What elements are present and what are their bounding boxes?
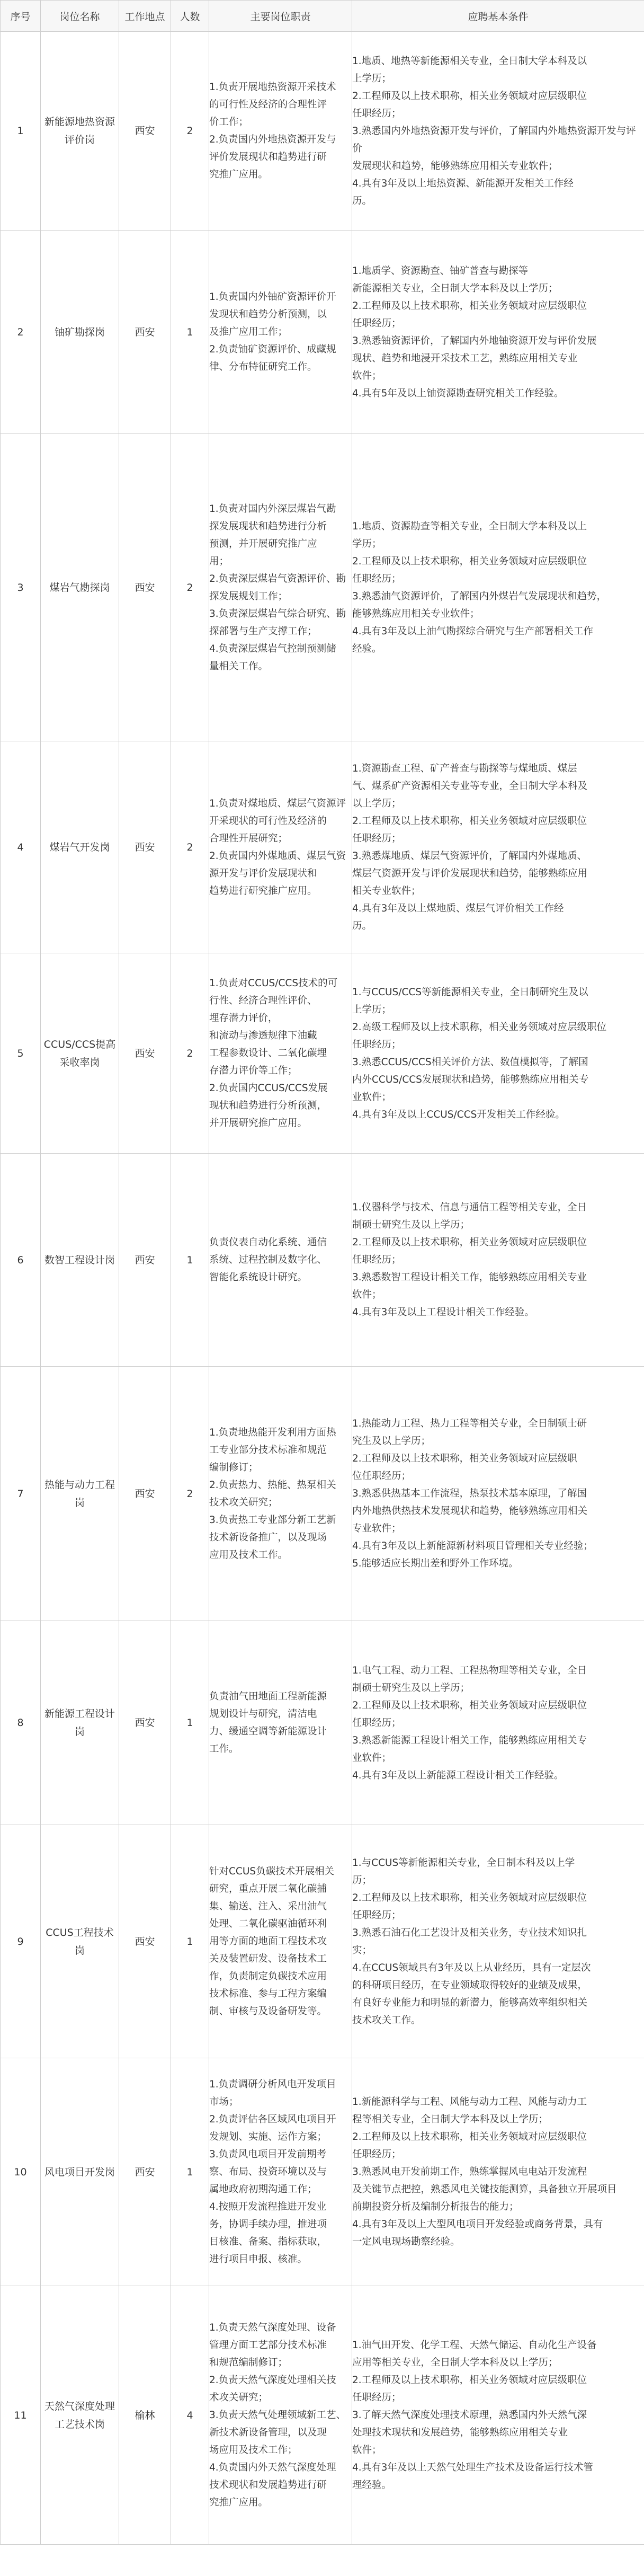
table-row	[1, 1154, 644, 1367]
row-requirements-line: 2.工程师及以上技术职称，相关业务领域对应层级职位	[352, 1892, 587, 1904]
row-requirements-line: 上学历；	[352, 1004, 392, 1015]
row-requirements-line: 发展现状和趋势，能够熟练应用相关专业软件；	[352, 160, 558, 172]
row-requirements-line: 学历；	[352, 538, 382, 550]
row-job-name: 铀矿勘探岗	[41, 231, 119, 434]
row-requirements	[352, 953, 644, 1154]
row-requirements-line: 1.与CCUS/CCS等新能源相关专业，全日制研究生及以	[352, 986, 588, 998]
row-job-name: CCUS工程技术岗	[41, 1825, 119, 2058]
row-requirements-line: 1.电气工程、动力工程、工程热物理等相关专业，全日	[352, 1665, 587, 1676]
row-job-name: CCUS/CCS提高采收率岗	[41, 953, 119, 1154]
row-duties-line: 3.负责深层煤岩气综合研究、勘	[209, 608, 346, 619]
row-requirements-line: 气、煤系矿产资源相关专业等专业，全日制大学本科及	[352, 780, 588, 792]
row-requirements-line: 3.了解天然气深度处理技术原理，熟悉国内外天然气深	[352, 2410, 587, 2421]
row-requirements-line: 处理技术现状和发展趋势，能够熟练应用相关专业	[352, 2427, 568, 2438]
row-requirements-line: 上学历；	[352, 73, 392, 84]
table-row	[1, 434, 644, 741]
row-requirements-line: 制硕士研究生及以上学历；	[352, 1682, 470, 1694]
row-count: 1	[171, 231, 209, 434]
row-duties	[209, 434, 352, 741]
row-duties-line: 行性、经济合理性评价、	[209, 995, 317, 1006]
row-requirements-line: 内外CCUS/CCS发展现状和趋势，能够熟练应用相关专	[352, 1074, 589, 1085]
row-job-name: 煤岩气开发岗	[41, 741, 119, 953]
row-duties-line: 技术现状和发展趋势进行研	[209, 2480, 327, 2491]
row-duties	[209, 2058, 352, 2286]
row-requirements-line: 任职经历；	[352, 1039, 401, 1050]
row-requirements-line: 1.新能源科学与工程、风能与动力工程、风能与动力工	[352, 2096, 587, 2108]
row-duties-line: 1.负责国内外铀矿资源评价开	[209, 291, 336, 303]
row-duties-line: 规划设计与研究，清洁电	[209, 1709, 317, 1720]
row-duties-line: 1.负责对煤地质、煤层气资源评	[209, 798, 346, 809]
row-duties-line: 工程参数设计、二氧化碳埋	[209, 1048, 327, 1059]
row-requirements-line: 1.热能动力工程、热力工程等相关专业，全日制硕士研	[352, 1418, 587, 1429]
row-duties-line: 用等方面的地面工程技术攻	[209, 1936, 327, 1947]
row-requirements	[352, 1367, 644, 1621]
row-duties-line: 1.负责天然气深度处理、设备	[209, 2322, 336, 2333]
row-requirements-line: 2.工程师及以上技术职称，相关业务领域对应层级职位	[352, 2375, 587, 2386]
row-duties-line: 属地政府初期沟通工作；	[209, 2184, 317, 2195]
row-requirements-line: 4.具有3年及以上大型风电项目开发经验或商务背景，具有	[352, 2219, 603, 2230]
row-seq: 3	[1, 434, 41, 741]
row-duties-line: 现状和趋势进行分析预测，	[209, 1100, 327, 1111]
row-requirements-line: 4.具有3年及以上煤地质、煤层气评价相关工作经	[352, 902, 564, 914]
row-requirements-line: 任职经历；	[352, 2392, 401, 2403]
row-duties-line: 制、审核与及设备研发等。	[209, 2006, 327, 2017]
row-requirements-line: 的科研项目经历，在专业领域取得较好的业绩及成果，	[352, 1979, 588, 1991]
row-requirements	[352, 231, 644, 434]
row-seq: 1	[1, 32, 41, 231]
row-requirements-line: 3.熟悉铀资源评价，了解国内外地铀资源开发与评价发展	[352, 335, 597, 347]
row-duties-line: 集、输送、注入、采出油气	[209, 1901, 327, 1912]
row-duties-line: 3.负责热工专业部分新工艺新	[209, 1514, 336, 1526]
row-duties-line: 新技术新设备管理，以及现	[209, 2427, 327, 2438]
row-requirements-line: 2.工程师及以上技术职称，相关业务领域对应层级职位	[352, 1699, 587, 1711]
row-duties-line: 编制修订；	[209, 1462, 258, 1473]
row-duties-line: 务，协调手续办理，推进项	[209, 2219, 327, 2230]
row-duties-line: 技术攻关研究；	[209, 1497, 278, 1508]
row-duties-line: 针对CCUS负碳技术开展相关	[209, 1866, 335, 1877]
row-duties-line: 的可行性及经济的合理性评	[209, 99, 327, 110]
row-duties-line: 处理、二氧化碳驱油循环利	[209, 1918, 327, 1929]
table-row	[1, 953, 644, 1154]
row-job-name: 热能与动力工程岗	[41, 1367, 119, 1621]
table-row	[1, 741, 644, 953]
row-requirements-line: 1.地质、地热等新能源相关专业，全日制大学本科及以	[352, 55, 587, 67]
row-duties-line: 合理性开展研究；	[209, 833, 288, 844]
row-duties-line: 2.负责深层煤岩气资源评价、勘	[209, 573, 346, 585]
row-requirements-line: 1.油气田开发、化学工程、天然气储运、自动化生产设备	[352, 2340, 597, 2351]
row-requirements-line: 5.能够适应长期出差和野外工作环境。	[352, 1558, 518, 1569]
row-duties-line: 2.负责天然气深度处理相关技	[209, 2375, 336, 2386]
row-requirements-line: 新能源相关专业，全日制大学本科及以上学历；	[352, 282, 558, 294]
row-duties-line: 负责仪表自动化系统、通信	[209, 1237, 327, 1248]
row-seq: 11	[1, 2286, 41, 2545]
row-duties-line: 2.负责国内外煤地质、煤层气资	[209, 850, 346, 862]
row-requirements-line: 4.具有5年及以上铀资源勘查研究相关工作经验。	[352, 387, 564, 399]
row-duties-line: 2.负责国内外地热资源开发与	[209, 134, 336, 145]
row-requirements-line: 4.具有3年及以上新能源新材料项目管理相关专业经验；	[352, 1541, 593, 1552]
row-requirements	[352, 1621, 644, 1825]
row-requirements-line: 一定风电现场勘察经验。	[352, 2236, 460, 2247]
header-requirements: 应聘基本条件	[352, 1, 644, 32]
row-requirements-line: 任职经历；	[352, 1909, 401, 1921]
header-duties: 主要岗位职责	[209, 1, 352, 32]
row-requirements	[352, 2286, 644, 2545]
row-requirements-line: 4.具有3年及以上新能源工程设计相关工作经验。	[352, 1769, 564, 1781]
row-location: 西安	[119, 1154, 171, 1367]
row-duties-line: 察、布局、投资环境以及与	[209, 2166, 327, 2177]
row-duties	[209, 1825, 352, 2058]
row-duties-line: 源开发与评价发展现状和	[209, 867, 317, 879]
row-requirements-line: 任职经历；	[352, 573, 401, 585]
table-header-row	[1, 1, 644, 32]
row-count: 1	[171, 2058, 209, 2286]
row-requirements-line: 2.工程师及以上技术职称，相关业务领域对应层级职位	[352, 815, 587, 827]
row-requirements-line: 1.地质、资源勘查等相关专业，全日制大学本科及以上	[352, 520, 587, 532]
row-duties-line: 存潜力评价等工作；	[209, 1065, 298, 1076]
row-requirements-line: 任职经历；	[352, 833, 401, 844]
row-requirements-line: 实；	[352, 1944, 372, 1956]
row-job-name: 新能源地热资源评价岗	[41, 32, 119, 231]
row-location: 西安	[119, 741, 171, 953]
row-duties	[209, 1154, 352, 1367]
row-duties-line: 1.负责开展地热资源开采技术	[209, 82, 336, 93]
row-location: 西安	[119, 1621, 171, 1825]
table-row	[1, 2286, 644, 2545]
row-requirements-line: 有良好专业能力和明显的新潜力，能够高效率组织相关	[352, 1997, 588, 2008]
row-duties	[209, 32, 352, 231]
row-requirements-line: 任职经历；	[352, 1717, 401, 1729]
row-duties-line: 4.负责国内外天然气深度处理	[209, 2462, 336, 2473]
row-duties-line: 价工作；	[209, 117, 249, 128]
row-duties-line: 用；	[209, 555, 229, 567]
row-location: 西安	[119, 231, 171, 434]
row-requirements-line: 2.工程师及以上技术职称，相关业务领域对应层级职位	[352, 90, 587, 102]
row-requirements-line: 制硕士研究生及以上学历；	[352, 1219, 470, 1231]
row-requirements-line: 任职经历；	[352, 108, 401, 119]
row-location: 西安	[119, 953, 171, 1154]
row-requirements-line: 相关专业软件；	[352, 885, 421, 897]
row-count: 1	[171, 1825, 209, 2058]
row-requirements-line: 3.熟悉数智工程设计相关工作，能够熟练应用相关专业	[352, 1272, 587, 1283]
row-duties-line: 技术标准、参与工程方案编	[209, 1988, 327, 1999]
row-requirements-line: 2.工程师及以上技术职称，相关业务领域对应层级职位	[352, 2131, 587, 2143]
row-duties-line: 1.负责对CCUS/CCS技术的可	[209, 978, 338, 989]
row-duties-line: 究推广应用。	[209, 169, 269, 180]
row-duties-line: 探部署与生产支撑工作；	[209, 625, 317, 637]
row-requirements-line: 应用等相关专业，全日制大学本科及以上学历；	[352, 2357, 558, 2368]
row-count: 1	[171, 1621, 209, 1825]
row-requirements-line: 业软件；	[352, 1091, 392, 1103]
table-row	[1, 32, 644, 231]
row-requirements-line: 1.仪器科学与技术、信息与通信工程等相关专业，全日	[352, 1202, 587, 1213]
row-duties-line: 和规范编制修订；	[209, 2357, 288, 2368]
row-seq: 7	[1, 1367, 41, 1621]
row-job-name: 煤岩气勘探岗	[41, 434, 119, 741]
row-duties-line: 作，负责制定负碳技术应用	[209, 1971, 327, 1982]
row-requirements-line: 2.工程师及以上技术职称，相关业务领域对应层级职	[352, 1453, 577, 1464]
row-requirements-line: 内外地热供热技术发展现状和趋势，能够熟练应用相关	[352, 1506, 588, 1517]
row-count: 2	[171, 434, 209, 741]
row-requirements	[352, 1825, 644, 2058]
row-seq: 9	[1, 1825, 41, 2058]
row-duties-line: 究推广应用。	[209, 2497, 269, 2508]
row-duties-line: 技术新设备推广，以及现场	[209, 1532, 327, 1543]
row-requirements-line: 位任职经历；	[352, 1471, 412, 1482]
row-requirements-line: 能够熟练应用相关专业软件；	[352, 608, 480, 619]
row-requirements-line: 及关键节点把控，熟悉风电关键技能测算，具备独立开展项目	[352, 2184, 617, 2195]
row-seq: 8	[1, 1621, 41, 1825]
header-location: 工作地点	[119, 1, 171, 32]
row-duties-line: 发现状和趋势分析预测，以	[209, 309, 327, 320]
row-duties-line: 埋存潜力评价，	[209, 1013, 278, 1024]
row-duties-line: 4.按照开发流程推进开发业	[209, 2201, 327, 2212]
row-duties-line: 律、分布特征研究工作。	[209, 361, 317, 373]
row-duties-line: 及推广应用工作；	[209, 326, 288, 338]
row-requirements-line: 4.具有3年及以上油气勘探综合研究与生产部署相关工作	[352, 625, 593, 637]
row-duties-line: 和流动与渗透规律下油藏	[209, 1030, 317, 1041]
row-count: 2	[171, 32, 209, 231]
row-requirements-line: 4.具有3年及以上工程设计相关工作经验。	[352, 1307, 534, 1318]
row-requirements-line: 软件；	[352, 370, 382, 382]
row-requirements-line: 现状、趋势和地浸开采技术工艺，熟练应用相关专业	[352, 352, 578, 364]
row-requirements	[352, 434, 644, 741]
row-requirements-line: 1.与CCUS等新能源相关专业，全日制本科及以上学	[352, 1857, 575, 1869]
row-requirements-line: 历。	[352, 195, 372, 207]
row-location: 西安	[119, 1367, 171, 1621]
row-job-name: 风电项目开发岗	[41, 2058, 119, 2286]
row-count: 4	[171, 2286, 209, 2545]
row-duties-line: 2.负责评估各区域风电项目开	[209, 2114, 336, 2125]
row-job-name: 新能源工程设计岗	[41, 1621, 119, 1825]
row-seq: 6	[1, 1154, 41, 1367]
row-requirements	[352, 741, 644, 953]
row-seq: 5	[1, 953, 41, 1154]
row-location: 榆林	[119, 2286, 171, 2545]
row-duties	[209, 2286, 352, 2545]
row-duties-line: 开采现状的可行性及经济的	[209, 815, 327, 827]
row-duties-line: 并开展研究推广应用。	[209, 1118, 308, 1129]
row-duties-line: 工作。	[209, 1743, 239, 1755]
row-requirements-line: 4.具有3年及以上CCUS/CCS开发相关工作经验。	[352, 1109, 565, 1120]
row-duties-line: 工专业部分技术标准和规范	[209, 1444, 327, 1456]
row-location: 西安	[119, 32, 171, 231]
row-requirements-line: 3.熟悉供热基本工作流程，热泵技术基本原理，了解国	[352, 1488, 587, 1499]
row-duties-line: 2.负责铀矿资源评价、成藏规	[209, 344, 336, 355]
row-requirements-line: 3.熟悉煤地质、煤层气资源评价，了解国内外煤地质、	[352, 850, 587, 862]
row-duties	[209, 1367, 352, 1621]
row-requirements-line: 技术攻关工作。	[352, 2014, 421, 2026]
row-duties-line: 探发展现状和趋势进行分析	[209, 520, 327, 532]
row-duties-line: 3.负责风电项目开发前期考	[209, 2149, 327, 2160]
row-requirements-line: 以上学历；	[352, 798, 401, 809]
row-duties-line: 目核准、备案、指标获取，	[209, 2236, 327, 2247]
row-count: 2	[171, 953, 209, 1154]
row-duties-line: 3.负责天然气处理领域新工艺、	[209, 2410, 346, 2421]
table-row	[1, 1825, 644, 2058]
row-seq: 10	[1, 2058, 41, 2286]
row-count: 2	[171, 1367, 209, 1621]
row-duties-line: 管理方面工艺部分技术标准	[209, 2340, 327, 2351]
row-duties-line: 评价发展现状和趋势进行研	[209, 152, 327, 163]
row-requirements-line: 经验。	[352, 643, 382, 654]
row-requirements-line: 4.具有3年及以上地热资源、新能源开发相关工作经	[352, 178, 574, 189]
row-duties-line: 场应用及技术工作；	[209, 2445, 298, 2456]
row-duties-line: 2.负责热力、热能、热泵相关	[209, 1479, 336, 1491]
row-duties	[209, 953, 352, 1154]
row-requirements-line: 2.工程师及以上技术职称，相关业务领域对应层级职位	[352, 555, 587, 567]
row-duties-line: 1.负责调研分析风电开发项目	[209, 2079, 336, 2090]
row-seq: 4	[1, 741, 41, 953]
row-requirements-line: 前期投资分析及编制分析报告的能力；	[352, 2201, 519, 2212]
row-requirements-line: 4.在CCUS领域具有3年及以上从业经历，具有一定层次	[352, 1962, 591, 1973]
row-duties-line: 智能化系统设计研究。	[209, 1272, 308, 1283]
row-duties-line: 关及装置研发、设备技术工	[209, 1953, 327, 1964]
row-requirements-line: 3.熟悉风电开发前期工作，熟练掌握风电电站开发流程	[352, 2166, 587, 2177]
row-duties-line: 负责油气田地面工程新能源	[209, 1691, 327, 1702]
row-duties-line: 系统、过程控制及数字化、	[209, 1254, 327, 1265]
row-requirements-line: 1.地质学、资源勘查、铀矿普查与勘探等	[352, 265, 529, 277]
row-duties-line: 预测，并开展研究推广应	[209, 538, 317, 550]
row-requirements-line: 究生及以上学历；	[352, 1436, 431, 1447]
row-requirements-line: 任职经历；	[352, 1254, 401, 1265]
row-duties-line: 进行项目申报、核准。	[209, 2254, 308, 2265]
header-count: 人数	[171, 1, 209, 32]
row-duties-line: 4.负责深层煤岩气控制预测储	[209, 643, 336, 654]
row-requirements	[352, 32, 644, 231]
row-duties-line: 1.负责对国内外深层煤岩气勘	[209, 503, 336, 515]
row-requirements-line: 2.工程师及以上技术职称，相关业务领域对应层级职位	[352, 1237, 587, 1248]
row-requirements-line: 软件；	[352, 1289, 382, 1300]
row-requirements-line: 3.熟悉石油石化工艺设计及相关业务，专业技术知识扎	[352, 1927, 587, 1938]
table-row	[1, 1621, 644, 1825]
row-duties-line: 力、缓通空调等新能源设计	[209, 1726, 327, 1737]
row-requirements-line: 4.具有3年及以上天然气处理生产技术及设备运行技术管	[352, 2462, 593, 2473]
row-duties	[209, 231, 352, 434]
row-requirements-line: 2.工程师及以上技术职称，相关业务领域对应层级职位	[352, 300, 587, 312]
row-requirements-line: 1.资源勘查工程、矿产普查与勘探等与煤地质、煤层	[352, 763, 577, 774]
row-job-name: 数智工程设计岗	[41, 1154, 119, 1367]
row-requirements-line: 3.熟悉新能源工程设计相关工作，能够熟练应用相关专	[352, 1734, 587, 1746]
table-row	[1, 2058, 644, 2286]
row-duties-line: 趋势进行研究推广应用。	[209, 885, 317, 897]
table-row	[1, 231, 644, 434]
row-duties-line: 发规划、实施、运作方案；	[209, 2131, 327, 2143]
row-duties-line: 研究，重点开展二氧化碳捕	[209, 1883, 327, 1895]
row-location: 西安	[119, 434, 171, 741]
row-duties-line: 市场；	[209, 2096, 239, 2108]
table-row	[1, 1367, 644, 1621]
row-duties-line: 术攻关研究；	[209, 2392, 269, 2403]
row-requirements-line: 任职经历；	[352, 317, 401, 329]
row-seq: 2	[1, 231, 41, 434]
row-requirements-line: 2.高级工程师及以上技术职称，相关业务领域对应层级职位	[352, 1021, 607, 1033]
row-duties	[209, 1621, 352, 1825]
row-requirements-line: 软件；	[352, 2445, 382, 2456]
row-duties-line: 量相关工作。	[209, 660, 269, 672]
row-duties-line: 探发展规划工作；	[209, 590, 288, 602]
row-duties	[209, 741, 352, 953]
row-duties-line: 应用及技术工作。	[209, 1549, 288, 1561]
row-requirements-line: 历；	[352, 1874, 372, 1886]
row-requirements	[352, 1154, 644, 1367]
row-requirements-line: 3.熟悉国内外地热资源开发与评价，了解国内外地热资源开发与评价	[352, 125, 636, 154]
row-count: 2	[171, 741, 209, 953]
row-duties-line: 2.负责国内CCUS/CCS发展	[209, 1083, 328, 1094]
row-duties-line: 1.负责地热能开发利用方面热	[209, 1427, 336, 1438]
row-requirements-line: 煤层气资源开发与评价发展现状和趋势，能够熟练应用	[352, 867, 588, 879]
row-requirements-line: 程等相关专业，全日制大学本科及以上学历；	[352, 2114, 549, 2125]
row-requirements-line: 3.熟悉CCUS/CCS相关评价方法、数值模拟等，了解国	[352, 1056, 588, 1068]
row-requirements-line: 历。	[352, 920, 372, 932]
row-requirements-line: 理经验。	[352, 2480, 392, 2491]
row-job-name: 天然气深度处理工艺技术岗	[41, 2286, 119, 2545]
row-count: 1	[171, 1154, 209, 1367]
header-seq: 序号	[1, 1, 41, 32]
row-location: 西安	[119, 2058, 171, 2286]
row-requirements	[352, 2058, 644, 2286]
row-requirements-line: 专业软件；	[352, 1523, 401, 1534]
row-requirements-line: 任职经历；	[352, 2149, 401, 2160]
row-requirements-line: 业软件；	[352, 1752, 392, 1764]
header-name: 岗位名称	[41, 1, 119, 32]
table-body	[1, 32, 644, 2545]
row-location: 西安	[119, 1825, 171, 2058]
row-requirements-line: 3.熟悉油气资源评价，了解国内外煤岩气发展现状和趋势，	[352, 590, 607, 602]
